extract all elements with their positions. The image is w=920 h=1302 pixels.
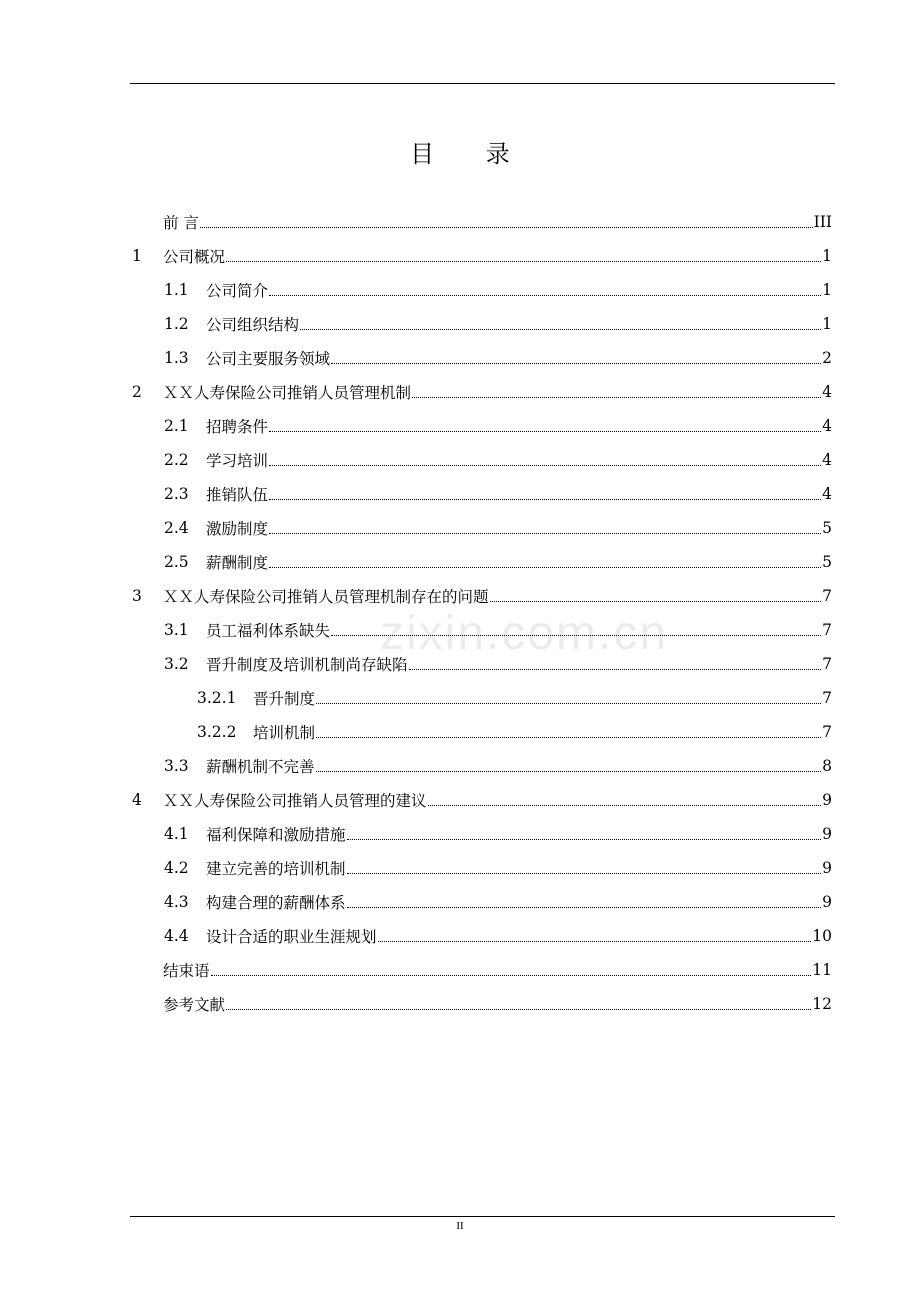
- toc-entry-page: 7: [822, 655, 832, 673]
- toc-entry-number: 1: [132, 247, 142, 265]
- toc-entry[interactable]: [132, 681, 832, 715]
- toc-leader-dots: [378, 941, 812, 942]
- toc-entry-title: 公司概况: [163, 248, 226, 266]
- toc-entry-number: 3: [132, 587, 142, 605]
- toc-leader-dots: [347, 839, 822, 840]
- toc-entry-title: 员工福利体系缺失: [206, 622, 331, 640]
- toc-entry-number: 2.2: [164, 451, 189, 469]
- footer-page-number: II: [456, 1220, 464, 1232]
- toc-entry-page: 8: [822, 757, 832, 775]
- toc-entry[interactable]: [132, 205, 832, 239]
- toc-entry-page: 7: [822, 587, 832, 605]
- toc-entry-page: 7: [822, 621, 832, 639]
- toc-leader-dots: [269, 465, 821, 466]
- toc-entry-number: 2: [132, 383, 142, 401]
- toc-entry-title: 公司主要服务领域: [206, 350, 331, 368]
- toc-entry-number: 4.2: [164, 859, 189, 877]
- toc-leader-dots: [316, 737, 821, 738]
- toc-leader-dots: [269, 533, 821, 534]
- toc-leader-dots: [226, 261, 821, 262]
- toc-entry[interactable]: [132, 579, 832, 613]
- toc-leader-dots: [428, 805, 822, 806]
- toc-entry-number: 3.2.2: [197, 723, 237, 741]
- toc-entry-page: 5: [822, 553, 832, 571]
- toc-entry-number: 2.1: [164, 417, 189, 435]
- toc-leader-dots: [490, 601, 822, 602]
- toc-leader-dots: [269, 499, 821, 500]
- header-rule: [130, 83, 835, 84]
- toc-entry-number: 2.3: [164, 485, 189, 503]
- toc-leader-dots: [316, 703, 821, 704]
- toc-entry-title: 薪酬制度: [206, 554, 269, 572]
- toc-entry-title: 激励制度: [206, 520, 269, 538]
- toc-entry[interactable]: [132, 715, 832, 749]
- toc-entry-number: 1.2: [164, 315, 189, 333]
- toc-entry[interactable]: [132, 953, 832, 987]
- toc-entry[interactable]: [132, 341, 832, 375]
- toc-leader-dots: [211, 975, 812, 976]
- toc-entry-page: 9: [822, 791, 832, 809]
- toc-entry-page: 4: [822, 383, 832, 401]
- watermark-text: zixin.com.cn: [380, 607, 669, 660]
- toc-entry[interactable]: [132, 919, 832, 953]
- toc-entry-title: 前 言: [163, 214, 199, 232]
- toc-entry[interactable]: [132, 647, 832, 681]
- toc-entry[interactable]: [132, 545, 832, 579]
- toc-entry[interactable]: [132, 885, 832, 919]
- toc-entry-page: 4: [822, 485, 832, 503]
- toc-entry-page: 4: [822, 417, 832, 435]
- table-of-contents: [132, 205, 832, 1021]
- toc-leader-dots: [200, 227, 813, 228]
- toc-entry-title: 设计合适的职业生涯规划: [206, 928, 377, 946]
- toc-leader-dots: [269, 295, 821, 296]
- toc-leader-dots: [331, 635, 821, 636]
- toc-leader-dots: [226, 1009, 811, 1010]
- toc-leader-dots: [347, 873, 822, 874]
- toc-entry-title: 建立完善的培训机制: [206, 860, 346, 878]
- toc-entry-title: 福利保障和激励措施: [206, 826, 346, 844]
- toc-entry-page: 12: [812, 995, 832, 1013]
- toc-entry-page: 5: [822, 519, 832, 537]
- toc-entry-page: 1: [822, 247, 832, 265]
- footer-rule: [130, 1216, 835, 1217]
- toc-entry-number: 2.5: [164, 553, 189, 571]
- toc-entry-page: 7: [822, 689, 832, 707]
- toc-entry[interactable]: [132, 851, 832, 885]
- toc-entry[interactable]: [132, 613, 832, 647]
- toc-entry-title: 公司简介: [206, 282, 269, 300]
- toc-entry-title: ＸＸ人寿保险公司推销人员管理的建议: [163, 792, 427, 810]
- toc-entry-number: 4: [132, 791, 142, 809]
- toc-leader-dots: [331, 363, 821, 364]
- toc-entry[interactable]: [132, 375, 832, 409]
- toc-entry[interactable]: [132, 477, 832, 511]
- toc-leader-dots: [316, 771, 822, 772]
- toc-entry-title: 参考文献: [163, 996, 226, 1014]
- toc-entry-title: 结束语: [163, 962, 210, 980]
- toc-entry[interactable]: [132, 273, 832, 307]
- toc-entry-title: 公司组织结构: [206, 316, 300, 334]
- toc-entry[interactable]: [132, 239, 832, 273]
- toc-entry-title: 晋升制度: [253, 690, 316, 708]
- toc-leader-dots: [269, 431, 821, 432]
- toc-entry-number: 3.2.1: [197, 689, 237, 707]
- page-title: 目 录: [410, 140, 532, 168]
- toc-leader-dots: [269, 567, 821, 568]
- toc-entry-page: 9: [822, 825, 832, 843]
- toc-entry-number: 4.1: [164, 825, 189, 843]
- toc-entry-number: 2.4: [164, 519, 189, 537]
- toc-entry-page: 2: [822, 349, 832, 367]
- toc-entry-page: 9: [822, 859, 832, 877]
- toc-entry-title: 学习培训: [206, 452, 269, 470]
- toc-leader-dots: [409, 669, 822, 670]
- toc-entry-number: 4.3: [164, 893, 189, 911]
- toc-entry-page: 7: [822, 723, 832, 741]
- toc-entry-page: III: [813, 213, 832, 231]
- toc-entry-title: 招聘条件: [206, 418, 269, 436]
- toc-entry-number: 1.1: [164, 281, 189, 299]
- toc-entry-number: 3.2: [164, 655, 189, 673]
- toc-entry-title: 培训机制: [253, 724, 316, 742]
- toc-entry-title: 构建合理的薪酬体系: [206, 894, 346, 912]
- toc-entry-number: 4.4: [164, 927, 189, 945]
- toc-entry-page: 9: [822, 893, 832, 911]
- toc-entry-number: 3.1: [164, 621, 189, 639]
- toc-entry-title: ＸＸ人寿保险公司推销人员管理机制存在的问题: [163, 588, 489, 606]
- toc-entry[interactable]: [132, 987, 832, 1021]
- toc-entry-title: 推销队伍: [206, 486, 269, 504]
- toc-entry[interactable]: [132, 511, 832, 545]
- toc-leader-dots: [412, 397, 821, 398]
- toc-entry-page: 10: [812, 927, 832, 945]
- toc-entry[interactable]: [132, 409, 832, 443]
- toc-entry[interactable]: [132, 783, 832, 817]
- toc-entry-title: 晋升制度及培训机制尚存缺陷: [206, 656, 408, 674]
- toc-entry-page: 1: [822, 315, 832, 333]
- toc-entry-title: 薪酬机制不完善: [206, 758, 315, 776]
- toc-entry-page: 4: [822, 451, 832, 469]
- toc-leader-dots: [347, 907, 822, 908]
- toc-entry[interactable]: [132, 749, 832, 783]
- toc-entry-page: 11: [812, 961, 832, 979]
- toc-entry-title: ＸＸ人寿保险公司推销人员管理机制: [163, 384, 412, 402]
- toc-leader-dots: [300, 329, 821, 330]
- toc-entry-number: 3.3: [164, 757, 189, 775]
- toc-entry-number: 1.3: [164, 349, 189, 367]
- toc-entry[interactable]: [132, 307, 832, 341]
- toc-entry-page: 1: [822, 281, 832, 299]
- toc-entry[interactable]: [132, 443, 832, 477]
- toc-entry[interactable]: [132, 817, 832, 851]
